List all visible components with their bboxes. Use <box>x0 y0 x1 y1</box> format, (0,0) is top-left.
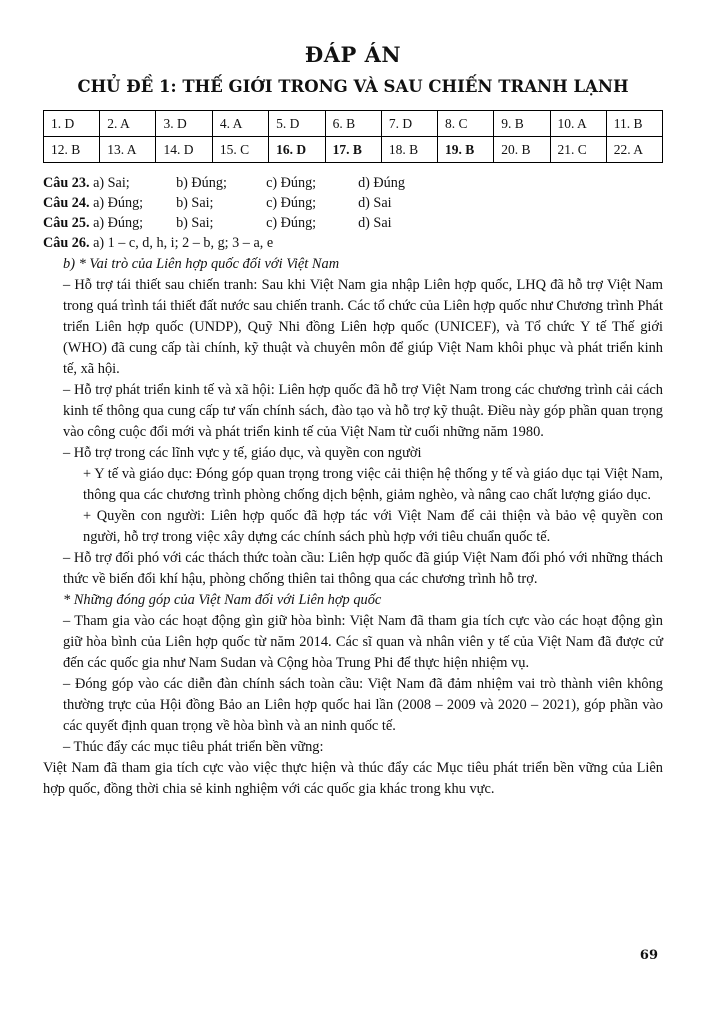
paragraph: – Hỗ trợ trong các lĩnh vực y tế, giáo dục, và quyền con người <box>63 444 422 461</box>
answer-cell: 3. D <box>156 111 212 137</box>
short-answer-row <box>43 193 663 213</box>
paragraph: – Hỗ trợ đối phó với các thách thức toàn cầu: Liên hợp quốc đã giúp Việt Nam đối phó với những thách thức về biến đổi khí hậu, phòng chống thiên tai thông qua các chương trình hỗ trợ. <box>63 550 663 588</box>
question-26-part-a <box>43 233 663 253</box>
page-content <box>43 42 663 800</box>
paragraph: + Quyền con người: Liên hợp quốc đã hợp tác với Việt Nam để cải thiện và bảo vệ quyền con người, hỗ trợ trong việc xây dựng các chính sách phù hợp với tiêu chuẩn quốc tế. <box>83 508 663 546</box>
question-26-a-text: a) 1 – c, d, h, i; 2 – b, g; 3 – a, e <box>93 235 274 252</box>
paragraph: – Hỗ trợ tái thiết sau chiến tranh: Sau khi Việt Nam gia nhập Liên hợp quốc, LHQ đã hỗ trợ Việt Nam trong quá trình tái thiết đất nước sau chiến tranh. Các tổ chức của Liên hợp quốc như Chương trình Phát triển Liên hợp quốc (UNDP), Quỹ Nhi đồng Liên hợp quốc (UNICEF), và Tổ chức Y tế Thế giới (WHO) đã cung cấp tài chính, kỹ thuật và chuyên môn để giúp Việt Nam khôi phục và phát triển kinh tế, xã hội. <box>63 276 663 377</box>
option-b: b) Đúng; <box>176 175 227 191</box>
question-label: Câu 24. <box>43 195 90 212</box>
option-b: b) Sai; <box>176 195 214 212</box>
option-d: d) Sai <box>358 215 392 232</box>
question-label: Câu 23. <box>43 175 90 191</box>
answer-cell: 10. A <box>550 111 606 137</box>
answer-cell: 19. B <box>438 137 494 163</box>
paragraph: – Tham gia vào các hoạt động gìn giữ hòa bình: Việt Nam đã tham gia tích cực vào các hoạt động gìn giữ hòa bình của Liên hợp quốc từ năm 2014. Các sĩ quan và nhân viên y tế của Việt Nam đã được cử đến các quốc gia như Nam Sudan và Cộng hòa Trung Phi để thực hiện nhiệm vụ. <box>63 613 663 672</box>
answer-cell: 18. B <box>381 137 437 163</box>
question-label: Câu 25. <box>43 215 90 232</box>
page-title: ĐÁP ÁN <box>304 42 402 67</box>
table-row <box>44 111 663 137</box>
option-a: a) Đúng; <box>93 195 144 212</box>
paragraph: + Y tế và giáo dục: Đóng góp quan trọng trong việc cải thiện hệ thống y tế và giáo dục tại Việt Nam, thông qua các chương trình phòng chống dịch bệnh, giảm nghèo, và nâng cao chất lượng giáo dục. <box>83 465 663 503</box>
answer-cell: 4. A <box>212 111 268 137</box>
short-answer-row <box>43 173 663 193</box>
page-number: 69 <box>639 948 658 963</box>
answer-cell: 5. D <box>269 111 325 137</box>
option-c: c) Đúng; <box>266 215 317 232</box>
paragraph: – Đóng góp vào các diễn đàn chính sách toàn cầu: Việt Nam đã đảm nhiệm vai trò thành viên không thường trực của Hội đồng Bảo an Liên hợp quốc hai lần (2008 – 2009 và 2020 – 2021), góp phần vào các quyết định quan trọng về hòa bình và an ninh quốc tế. <box>63 676 663 735</box>
question-26-part-b-heading: b) * Vai trò của Liên hợp quốc đối với Việt Nam <box>63 255 340 272</box>
answer-cell: 14. D <box>156 137 212 163</box>
paragraph: – Thúc đẩy các mục tiêu phát triển bền vững: <box>63 739 324 756</box>
option-a: a) Sai; <box>93 175 130 191</box>
answer-key-table <box>43 110 663 163</box>
answer-cell: 11. B <box>606 111 662 137</box>
answer-cell: 1. D <box>44 111 100 137</box>
answer-cell: 6. B <box>325 111 381 137</box>
answer-cell: 17. B <box>325 137 381 163</box>
option-c: c) Đúng; <box>266 175 317 191</box>
option-b: b) Sai; <box>176 215 214 232</box>
answer-cell: 2. A <box>100 111 156 137</box>
paragraph: Việt Nam đã tham gia tích cực vào việc thực hiện và thúc đẩy các Mục tiêu phát triển bền vững của Liên hợp quốc, đồng thời chia sẻ kinh nghiệm với các quốc gia khác trong khu vực. <box>43 760 663 798</box>
option-c: c) Đúng; <box>266 195 317 212</box>
paragraph: – Hỗ trợ phát triển kinh tế và xã hội: Liên hợp quốc đã hỗ trợ Việt Nam trong các chương trình cải cách kinh tế thông qua cung cấp tư vấn chính sách, đào tạo và hỗ trợ kỹ thuật. Điều này góp phần quan trọng vào công cuộc đổi mới và phát triển kinh tế của Việt Nam từ cuối những năm 1980. <box>63 381 663 440</box>
answer-cell: 20. B <box>494 137 550 163</box>
answer-cell: 13. A <box>100 137 156 163</box>
table-row <box>44 137 663 163</box>
answer-cell: 12. B <box>44 137 100 163</box>
answer-cell: 9. B <box>494 111 550 137</box>
question-26-part-c-heading: * Những đóng góp của Việt Nam đối với Liên hợp quốc <box>63 592 382 609</box>
option-d: d) Sai <box>358 195 392 212</box>
answer-cell: 16. D <box>269 137 325 163</box>
page-subtitle: CHỦ ĐỀ 1: THẾ GIỚI TRONG VÀ SAU CHIẾN TRANH LẠNH <box>77 77 629 96</box>
answer-cell: 15. C <box>212 137 268 163</box>
answer-cell: 22. A <box>606 137 662 163</box>
option-d: d) Đúng <box>358 175 405 191</box>
answer-cell: 21. C <box>550 137 606 163</box>
answer-cell: 7. D <box>381 111 437 137</box>
short-answer-row <box>43 213 663 233</box>
question-label: Câu 26. <box>43 235 90 252</box>
answer-cell: 8. C <box>438 111 494 137</box>
option-a: a) Đúng; <box>93 215 144 232</box>
